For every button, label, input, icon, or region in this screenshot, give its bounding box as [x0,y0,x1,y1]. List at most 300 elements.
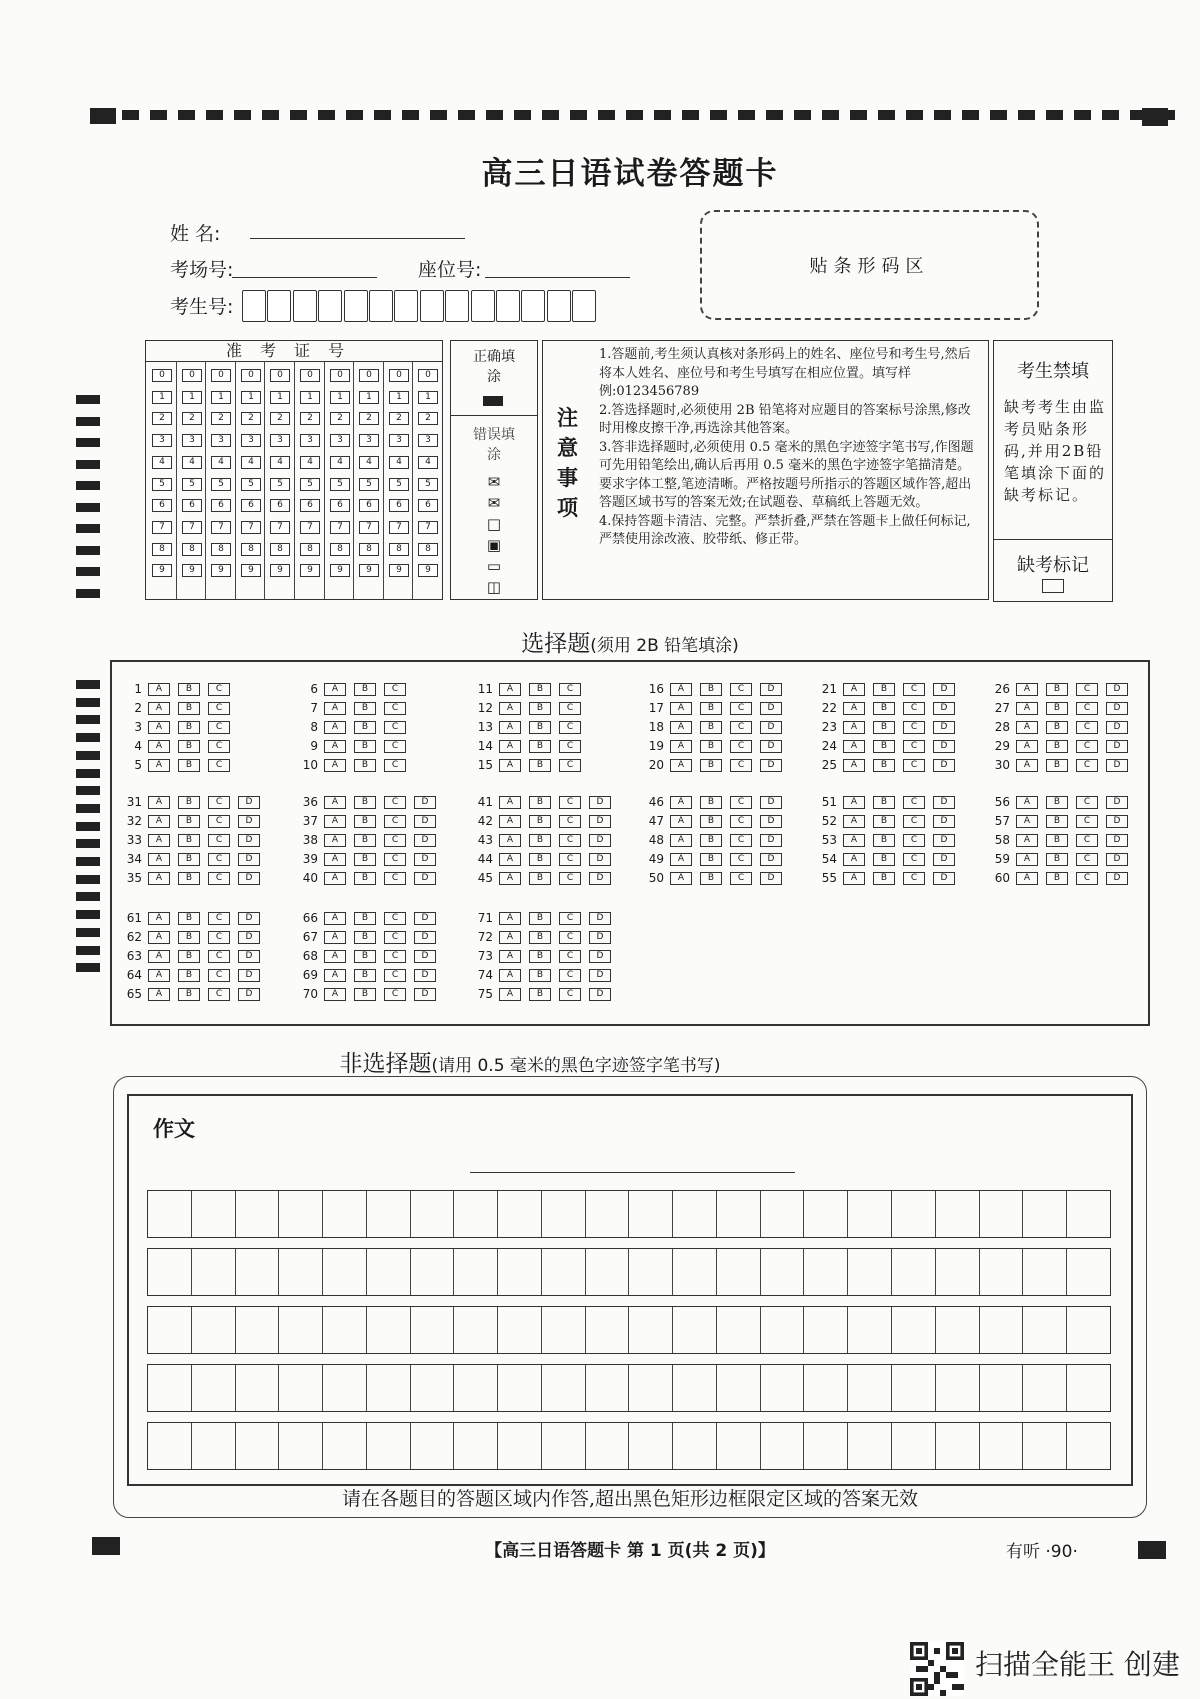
question-row[interactable] [642,739,812,753]
question-row[interactable] [988,720,1158,734]
option-bubble-c[interactable]: C [384,740,406,753]
option-bubble-c[interactable]: C [208,759,230,772]
question-row[interactable] [471,795,641,809]
admission-digit-bubble[interactable]: 1 [389,391,409,404]
option-bubble-b[interactable]: B [178,759,200,772]
admission-digit-bubble[interactable]: 8 [241,543,261,556]
option-bubble-d[interactable]: D [414,834,436,847]
option-bubble-d[interactable]: D [238,969,260,982]
option-bubble-a[interactable]: A [843,740,865,753]
option-bubble-a[interactable]: A [843,815,865,828]
option-bubble-c[interactable]: C [903,815,925,828]
option-bubble-d[interactable]: D [1106,834,1128,847]
essay-grid-cell[interactable] [980,1365,1024,1411]
admission-digit-bubble[interactable]: 2 [182,412,202,425]
admission-digit-bubble[interactable]: 0 [211,369,231,382]
admission-digit-bubble[interactable]: 9 [241,564,261,577]
option-bubble-d[interactable]: D [760,834,782,847]
exam-id-digit-box[interactable] [242,290,266,322]
option-bubble-b[interactable]: B [354,740,376,753]
option-bubble-c[interactable]: C [1076,872,1098,885]
option-bubble-c[interactable]: C [730,740,752,753]
option-bubble-b[interactable]: B [1046,702,1068,715]
essay-grid-cell[interactable] [629,1191,673,1237]
essay-grid-cell[interactable] [192,1423,236,1469]
admission-digit-bubble[interactable]: 0 [389,369,409,382]
seat-field[interactable] [485,276,630,278]
essay-grid-cell[interactable] [586,1365,630,1411]
admission-digit-bubble[interactable]: 7 [270,521,290,534]
admission-digit-bubble[interactable]: 4 [270,456,290,469]
essay-grid-cell[interactable] [892,1365,936,1411]
admission-digit-bubble[interactable]: 8 [152,543,172,556]
option-bubble-a[interactable]: A [148,853,170,866]
admission-digit-bubble[interactable]: 4 [211,456,231,469]
essay-grid-cell[interactable] [1023,1191,1067,1237]
essay-grid-cell[interactable] [848,1423,892,1469]
admission-digit-bubble[interactable]: 8 [359,543,379,556]
question-row[interactable] [815,871,985,885]
admission-digit-bubble[interactable]: 3 [389,434,409,447]
option-bubble-b[interactable]: B [178,988,200,1001]
question-row[interactable] [815,795,985,809]
option-bubble-c[interactable]: C [1076,815,1098,828]
essay-grid-row[interactable] [147,1190,1111,1238]
option-bubble-b[interactable]: B [529,872,551,885]
option-bubble-d[interactable]: D [933,796,955,809]
exam-id-digit-box[interactable] [572,290,596,322]
admission-digit-bubble[interactable]: 9 [152,564,172,577]
admission-digit-bubble[interactable]: 4 [182,456,202,469]
essay-grid-cell[interactable] [192,1249,236,1295]
essay-grid-cell[interactable] [717,1423,761,1469]
admission-digit-bubble[interactable]: 7 [300,521,320,534]
option-bubble-d[interactable]: D [238,796,260,809]
essay-grid-cell[interactable] [586,1423,630,1469]
option-bubble-c[interactable]: C [384,683,406,696]
essay-grid-cell[interactable] [236,1423,280,1469]
admission-digit-bubble[interactable]: 2 [300,412,320,425]
option-bubble-b[interactable]: B [178,931,200,944]
option-bubble-b[interactable]: B [354,988,376,1001]
question-row[interactable] [471,720,641,734]
admission-digit-bubble[interactable]: 1 [211,391,231,404]
absent-mark-bubble[interactable] [1042,579,1064,593]
option-bubble-b[interactable]: B [178,912,200,925]
option-bubble-d[interactable]: D [933,740,955,753]
option-bubble-c[interactable]: C [1076,834,1098,847]
essay-grid-cell[interactable] [367,1423,411,1469]
admission-digit-bubble[interactable]: 2 [359,412,379,425]
essay-grid-cell[interactable] [761,1249,805,1295]
option-bubble-a[interactable]: A [148,683,170,696]
option-bubble-d[interactable]: D [589,969,611,982]
choice-answer-area[interactable] [110,660,1150,1026]
exam-id-digit-box[interactable] [394,290,418,322]
option-bubble-a[interactable]: A [148,740,170,753]
admission-digit-bubble[interactable]: 9 [418,564,438,577]
option-bubble-d[interactable]: D [238,872,260,885]
option-bubble-d[interactable]: D [238,912,260,925]
option-bubble-a[interactable]: A [499,721,521,734]
option-bubble-d[interactable]: D [414,931,436,944]
exam-id-digit-box[interactable] [445,290,469,322]
admission-digit-bubble[interactable]: 0 [182,369,202,382]
question-row[interactable] [296,795,466,809]
option-bubble-c[interactable]: C [903,759,925,772]
essay-grid-cell[interactable] [673,1307,717,1353]
option-bubble-d[interactable]: D [760,872,782,885]
essay-grid-cell[interactable] [673,1365,717,1411]
option-bubble-d[interactable]: D [933,702,955,715]
option-bubble-c[interactable]: C [730,683,752,696]
essay-grid-cell[interactable] [454,1191,498,1237]
option-bubble-c[interactable]: C [1076,740,1098,753]
option-bubble-c[interactable]: C [559,815,581,828]
essay-grid-cell[interactable] [367,1365,411,1411]
option-bubble-d[interactable]: D [589,853,611,866]
admission-digit-bubble[interactable]: 8 [182,543,202,556]
admission-digit-bubble[interactable]: 6 [270,499,290,512]
option-bubble-c[interactable]: C [559,683,581,696]
admission-digit-bubble[interactable]: 3 [211,434,231,447]
option-bubble-d[interactable]: D [589,834,611,847]
question-row[interactable] [642,795,812,809]
option-bubble-a[interactable]: A [670,796,692,809]
essay-grid-cell[interactable] [279,1423,323,1469]
essay-grid-cell[interactable] [367,1191,411,1237]
essay-grid-cell[interactable] [1023,1307,1067,1353]
option-bubble-c[interactable]: C [384,912,406,925]
option-bubble-a[interactable]: A [843,759,865,772]
essay-grid-cell[interactable] [454,1249,498,1295]
question-row[interactable] [120,814,290,828]
option-bubble-c[interactable]: C [208,912,230,925]
admission-digit-bubble[interactable]: 6 [389,499,409,512]
admission-digit-bubble[interactable]: 1 [418,391,438,404]
option-bubble-a[interactable]: A [324,834,346,847]
option-bubble-b[interactable]: B [529,912,551,925]
essay-grid-cell[interactable] [980,1307,1024,1353]
option-bubble-b[interactable]: B [178,853,200,866]
question-row[interactable] [815,739,985,753]
question-row[interactable] [642,871,812,885]
option-bubble-a[interactable]: A [324,702,346,715]
essay-grid-cell[interactable] [192,1191,236,1237]
admission-digit-bubble[interactable]: 9 [330,564,350,577]
option-bubble-a[interactable]: A [499,988,521,1001]
option-bubble-b[interactable]: B [529,683,551,696]
option-bubble-d[interactable]: D [1106,796,1128,809]
exam-id-digit-box[interactable] [293,290,317,322]
option-bubble-d[interactable]: D [933,759,955,772]
admission-digit-bubble[interactable]: 2 [418,412,438,425]
option-bubble-a[interactable]: A [670,834,692,847]
essay-grid-cell[interactable] [1023,1423,1067,1469]
admission-digit-bubble[interactable]: 0 [270,369,290,382]
essay-grid-cell[interactable] [279,1307,323,1353]
question-row[interactable] [296,930,466,944]
option-bubble-b[interactable]: B [354,950,376,963]
option-bubble-d[interactable]: D [1106,815,1128,828]
option-bubble-b[interactable]: B [178,815,200,828]
option-bubble-b[interactable]: B [354,872,376,885]
option-bubble-a[interactable]: A [499,796,521,809]
essay-grid-cell[interactable] [454,1307,498,1353]
question-row[interactable] [471,701,641,715]
essay-grid-cell[interactable] [498,1423,542,1469]
option-bubble-d[interactable]: D [414,950,436,963]
option-bubble-c[interactable]: C [903,834,925,847]
admission-digit-bubble[interactable]: 0 [300,369,320,382]
essay-grid-cell[interactable] [980,1423,1024,1469]
essay-grid-cell[interactable] [804,1307,848,1353]
question-row[interactable] [120,833,290,847]
question-row[interactable] [120,795,290,809]
option-bubble-c[interactable]: C [208,796,230,809]
admission-digit-bubble[interactable]: 7 [241,521,261,534]
question-row[interactable] [471,930,641,944]
option-bubble-a[interactable]: A [499,759,521,772]
essay-grid-cell[interactable] [411,1307,455,1353]
option-bubble-c[interactable]: C [384,721,406,734]
option-bubble-b[interactable]: B [354,834,376,847]
admission-digit-bubble[interactable]: 9 [359,564,379,577]
question-row[interactable] [120,682,290,696]
option-bubble-b[interactable]: B [529,834,551,847]
question-row[interactable] [988,795,1158,809]
option-bubble-c[interactable]: C [559,988,581,1001]
question-row[interactable] [120,739,290,753]
option-bubble-c[interactable]: C [384,815,406,828]
essay-grid-cell[interactable] [1067,1307,1110,1353]
option-bubble-c[interactable]: C [559,721,581,734]
option-bubble-c[interactable]: C [1076,702,1098,715]
option-bubble-b[interactable]: B [700,740,722,753]
question-row[interactable] [471,911,641,925]
question-row[interactable] [120,720,290,734]
exam-id-digit-box[interactable] [318,290,342,322]
admission-digit-bubble[interactable]: 4 [389,456,409,469]
admission-digit-bubble[interactable]: 0 [418,369,438,382]
option-bubble-a[interactable]: A [324,683,346,696]
question-row[interactable] [471,814,641,828]
question-row[interactable] [471,682,641,696]
admission-digit-bubble[interactable]: 2 [241,412,261,425]
option-bubble-b[interactable]: B [529,931,551,944]
admission-digit-bubble[interactable]: 7 [152,521,172,534]
essay-grid-cell[interactable] [323,1423,367,1469]
option-bubble-b[interactable]: B [1046,721,1068,734]
admission-digit-bubble[interactable]: 7 [211,521,231,534]
admission-digit-bubble[interactable]: 6 [330,499,350,512]
option-bubble-d[interactable]: D [1106,872,1128,885]
option-bubble-b[interactable]: B [178,796,200,809]
option-bubble-d[interactable]: D [1106,721,1128,734]
admission-digit-bubble[interactable]: 3 [359,434,379,447]
option-bubble-c[interactable]: C [384,950,406,963]
essay-grid-cell[interactable] [717,1365,761,1411]
option-bubble-a[interactable]: A [148,931,170,944]
essay-grid-cell[interactable] [936,1307,980,1353]
option-bubble-b[interactable]: B [529,759,551,772]
option-bubble-b[interactable]: B [700,834,722,847]
option-bubble-c[interactable]: C [208,834,230,847]
option-bubble-c[interactable]: C [903,683,925,696]
question-row[interactable] [296,911,466,925]
option-bubble-b[interactable]: B [700,853,722,866]
exam-id-digit-box[interactable] [369,290,393,322]
essay-grid-cell[interactable] [804,1249,848,1295]
question-row[interactable] [120,852,290,866]
admission-digit-bubble[interactable]: 0 [330,369,350,382]
option-bubble-d[interactable]: D [238,931,260,944]
question-row[interactable] [471,871,641,885]
option-bubble-c[interactable]: C [903,872,925,885]
question-row[interactable] [642,852,812,866]
essay-grid-cell[interactable] [761,1365,805,1411]
essay-grid-cell[interactable] [673,1191,717,1237]
admission-digit-bubble[interactable]: 6 [359,499,379,512]
option-bubble-a[interactable]: A [324,853,346,866]
question-row[interactable] [642,758,812,772]
option-bubble-b[interactable]: B [529,988,551,1001]
option-bubble-d[interactable]: D [589,796,611,809]
essay-grid-cell[interactable] [411,1365,455,1411]
option-bubble-a[interactable]: A [148,872,170,885]
option-bubble-c[interactable]: C [384,872,406,885]
essay-grid-cell[interactable] [586,1249,630,1295]
essay-grid-cell[interactable] [411,1249,455,1295]
option-bubble-a[interactable]: A [324,721,346,734]
option-bubble-b[interactable]: B [354,912,376,925]
option-bubble-b[interactable]: B [178,834,200,847]
option-bubble-a[interactable]: A [148,834,170,847]
option-bubble-d[interactable]: D [414,815,436,828]
admission-digit-bubble[interactable]: 4 [241,456,261,469]
question-row[interactable] [120,987,290,1001]
essay-grid-cell[interactable] [848,1191,892,1237]
option-bubble-a[interactable]: A [324,931,346,944]
question-row[interactable] [815,814,985,828]
admission-digit-bubble[interactable]: 5 [211,478,231,491]
admission-digit-bubble[interactable]: 4 [300,456,320,469]
option-bubble-b[interactable]: B [354,931,376,944]
option-bubble-a[interactable]: A [843,702,865,715]
essay-grid-cell[interactable] [279,1191,323,1237]
option-bubble-b[interactable]: B [178,683,200,696]
essay-grid-cell[interactable] [629,1423,673,1469]
essay-grid-cell[interactable] [936,1423,980,1469]
option-bubble-b[interactable]: B [354,683,376,696]
admission-digit-bubble[interactable]: 1 [241,391,261,404]
essay-grid-cell[interactable] [936,1191,980,1237]
option-bubble-d[interactable]: D [238,834,260,847]
essay-grid-cell[interactable] [936,1365,980,1411]
option-bubble-c[interactable]: C [559,834,581,847]
option-bubble-b[interactable]: B [873,796,895,809]
option-bubble-b[interactable]: B [1046,834,1068,847]
question-row[interactable] [296,814,466,828]
option-bubble-a[interactable]: A [670,759,692,772]
essay-grid-cell[interactable] [148,1191,192,1237]
option-bubble-d[interactable]: D [933,853,955,866]
option-bubble-b[interactable]: B [354,759,376,772]
admission-digit-bubble[interactable]: 8 [418,543,438,556]
option-bubble-d[interactable]: D [933,872,955,885]
option-bubble-b[interactable]: B [1046,759,1068,772]
option-bubble-b[interactable]: B [1046,796,1068,809]
admission-digit-bubble[interactable]: 3 [241,434,261,447]
option-bubble-c[interactable]: C [208,988,230,1001]
essay-grid-cell[interactable] [323,1191,367,1237]
question-row[interactable] [120,758,290,772]
question-row[interactable] [471,852,641,866]
essay-grid-cell[interactable] [367,1249,411,1295]
option-bubble-a[interactable]: A [499,969,521,982]
option-bubble-a[interactable]: A [324,950,346,963]
question-row[interactable] [988,701,1158,715]
question-row[interactable] [815,701,985,715]
option-bubble-d[interactable]: D [1106,853,1128,866]
essay-grid-cell[interactable] [148,1249,192,1295]
option-bubble-c[interactable]: C [730,834,752,847]
option-bubble-b[interactable]: B [873,683,895,696]
admission-digit-bubble[interactable]: 2 [389,412,409,425]
essay-grid-cell[interactable] [367,1307,411,1353]
question-row[interactable] [815,682,985,696]
admission-digit-bubble[interactable]: 6 [418,499,438,512]
admission-digit-bubble[interactable]: 9 [182,564,202,577]
essay-grid-cell[interactable] [629,1365,673,1411]
essay-grid-cell[interactable] [761,1191,805,1237]
option-bubble-a[interactable]: A [1016,740,1038,753]
option-bubble-d[interactable]: D [414,872,436,885]
essay-grid-cell[interactable] [323,1307,367,1353]
question-row[interactable] [471,949,641,963]
question-row[interactable] [296,987,466,1001]
admission-digit-bubble[interactable]: 5 [300,478,320,491]
essay-grid-cell[interactable] [454,1423,498,1469]
option-bubble-a[interactable]: A [148,950,170,963]
essay-title-line[interactable] [470,1172,795,1173]
option-bubble-a[interactable]: A [324,740,346,753]
essay-grid-cell[interactable] [411,1191,455,1237]
essay-grid-cell[interactable] [411,1423,455,1469]
option-bubble-a[interactable]: A [148,721,170,734]
option-bubble-d[interactable]: D [589,872,611,885]
admission-digit-bubble[interactable]: 3 [300,434,320,447]
essay-grid-cell[interactable] [892,1249,936,1295]
option-bubble-d[interactable]: D [589,950,611,963]
option-bubble-a[interactable]: A [499,872,521,885]
admission-digit-bubble[interactable]: 4 [418,456,438,469]
admission-digit-bubble[interactable]: 7 [330,521,350,534]
question-row[interactable] [120,911,290,925]
question-row[interactable] [120,871,290,885]
admission-digit-bubble[interactable]: 1 [359,391,379,404]
admission-digit-bubble[interactable]: 7 [418,521,438,534]
option-bubble-d[interactable]: D [238,815,260,828]
admission-digit-bubble[interactable]: 7 [389,521,409,534]
option-bubble-b[interactable]: B [700,702,722,715]
option-bubble-c[interactable]: C [559,969,581,982]
question-row[interactable] [296,968,466,982]
essay-grid-cell[interactable] [1067,1191,1110,1237]
option-bubble-d[interactable]: D [760,759,782,772]
option-bubble-a[interactable]: A [1016,702,1038,715]
question-row[interactable] [988,758,1158,772]
